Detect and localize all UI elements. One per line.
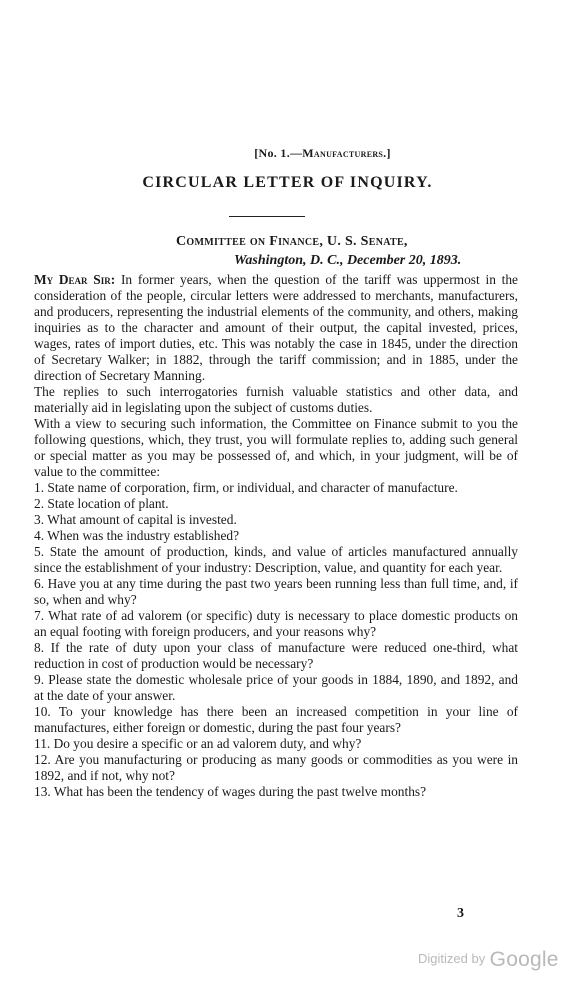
page-number: 3 bbox=[457, 906, 464, 921]
paragraph-2: The replies to such interrogatories furnish valuable statistics and other data, and materially aid in legislating upon the subject of customs duties. bbox=[34, 384, 518, 415]
digitized-watermark bbox=[418, 948, 559, 972]
question-item: 4. When was the industry established? bbox=[34, 528, 240, 543]
header-suffix: .] bbox=[383, 146, 391, 160]
letter-body bbox=[34, 272, 518, 800]
salutation: My Dear Sir: bbox=[34, 272, 116, 287]
header-category: Manufacturers bbox=[302, 146, 384, 160]
question-item: 5. State the amount of production, kinds, and value of articles manufactured annually since the establishment of your industry: Description, value, and quantity for each year. bbox=[34, 544, 518, 575]
question-item: 1. State name of corporation, firm, or individual, and character of manufacture. bbox=[34, 480, 458, 495]
place-date-line: Washington, D. C., December 20, 1893. bbox=[234, 253, 462, 268]
question-item: 12. Are you manufacturing or producing as many goods or commodities as you were in 1892, and if not, why not? bbox=[34, 752, 518, 783]
question-item: 10. To your knowledge has there been an increased competition in your line of manufactures, either foreign or domestic, during the past four years? bbox=[34, 704, 518, 735]
question-item: 7. What rate of ad valorem (or specific) duty is necessary to place domestic products on an equal footing with foreign producers, and your reasons why? bbox=[34, 608, 518, 639]
paragraph-3: With a view to securing such information, the Committee on Finance submit to you the following questions, which, they trust, you will formulate replies to, adding such general or special matter as you may be possessed of, and which, in your judgment, will be of value to the committee: bbox=[34, 416, 518, 479]
question-item: 6. Have you at any time during the past two years been running less than full time, and, if so, when and why? bbox=[34, 576, 518, 607]
question-item: 3. What amount of capital is invested. bbox=[34, 512, 237, 527]
document-title: CIRCULAR LETTER OF INQUIRY. bbox=[142, 174, 433, 191]
committee-heading: Committee on Finance, U. S. Senate, bbox=[176, 234, 408, 249]
google-logo-text: Google bbox=[489, 948, 559, 971]
title-divider bbox=[229, 216, 305, 217]
question-item: 11. Do you desire a specific or an ad valorem duty, and why? bbox=[34, 736, 362, 751]
question-item: 13. What has been the tendency of wages during the past twelve months? bbox=[34, 784, 427, 799]
question-item: 2. State location of plant. bbox=[34, 496, 169, 511]
paragraph-1-text: In former years, when the question of the tariff was uppermost in the consideration of the people, circular letters were addressed to merchants, manufacturers, and producers, representing the industrial elements of the community, and others, making inquiries as to the character and amount of their output, the capital invested, prices, wages, rates of import duties, etc. This was notably the case in 1845, under the direction of Secretary Walker; in 1882, through the tariff commission; and in 1885, under the direction of Secretary Manning. bbox=[34, 272, 518, 383]
paragraph-1 bbox=[34, 272, 518, 384]
document-number-header bbox=[0, 146, 575, 161]
header-prefix: [No. 1.— bbox=[254, 146, 303, 160]
question-item: 9. Please state the domestic wholesale price of your goods in 1884, 1890, and 1892, and at the date of your answer. bbox=[34, 672, 518, 703]
watermark-prefix: Digitized by bbox=[418, 951, 486, 966]
question-item: 8. If the rate of duty upon your class of manufacture were reduced one-third, what reduction in cost of production would be necessary? bbox=[34, 640, 518, 671]
